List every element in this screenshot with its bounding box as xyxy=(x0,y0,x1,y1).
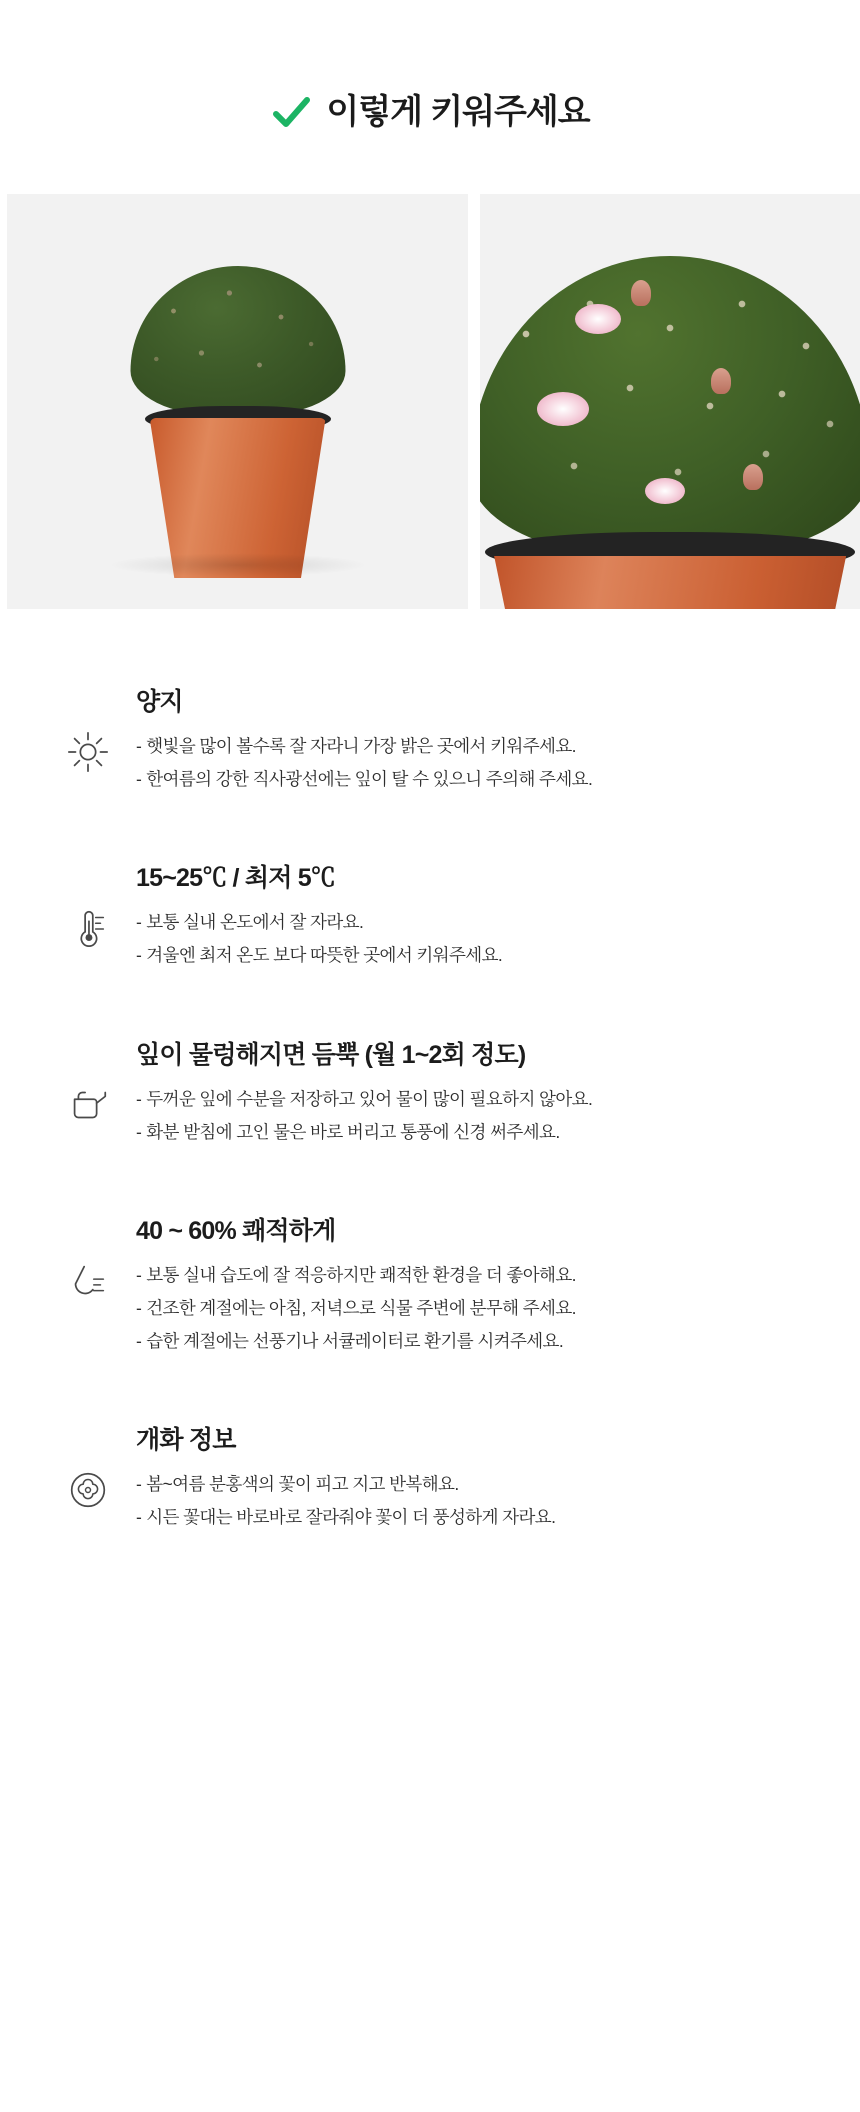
flower-bud xyxy=(711,368,731,394)
care-line-text: 두꺼운 잎에 수분을 저장하고 있어 물이 많이 필요하지 않아요. xyxy=(146,1088,593,1109)
care-line xyxy=(136,1328,820,1355)
terracotta-pot-closeup xyxy=(494,556,846,609)
pot-shadow xyxy=(108,553,368,577)
care-line xyxy=(136,733,820,760)
care-line-text: 보통 실내 온도에서 잘 자라요. xyxy=(146,912,364,933)
dash: - xyxy=(136,769,142,790)
care-item-watering xyxy=(0,1040,860,1152)
care-item-temperature xyxy=(0,863,860,975)
page-header xyxy=(0,0,860,134)
flower-icon xyxy=(537,392,589,426)
dash: - xyxy=(136,1507,142,1528)
care-line-text: 햇빛을 많이 볼수록 잘 자라니 가장 밝은 곳에서 키워주세요. xyxy=(146,736,576,756)
care-line xyxy=(136,1119,820,1146)
page-title: 이렇게 키워주세요 xyxy=(326,93,590,132)
care-instruction-list xyxy=(0,687,860,1627)
care-icon-wrap xyxy=(40,1216,136,1304)
plant-closeup-illustration xyxy=(480,256,860,609)
flower-icon xyxy=(65,1467,111,1513)
care-line-list xyxy=(136,909,820,969)
dash: - xyxy=(136,1264,142,1285)
care-line-text: 봄~여름 분홍색의 꽃이 피고 지고 반복해요. xyxy=(146,1474,459,1495)
care-text xyxy=(136,687,820,799)
dash: - xyxy=(136,1474,142,1495)
flower-bud xyxy=(631,280,651,306)
plant-photo-closeup xyxy=(480,194,860,609)
care-title: 양지 xyxy=(136,688,183,716)
care-title: 40 ~ 60% 쾌적하게 xyxy=(136,1216,336,1245)
care-item-blooming xyxy=(0,1425,860,1537)
care-line-text: 한여름의 강한 직사광선에는 잎이 탈 수 있으니 주의해 주세요. xyxy=(146,769,593,790)
care-text xyxy=(136,863,820,975)
dash: - xyxy=(136,1121,142,1142)
care-icon-wrap xyxy=(40,863,136,951)
care-line-text: 겨울엔 최저 온도 보다 따뜻한 곳에서 키워주세요. xyxy=(146,945,503,966)
care-text xyxy=(136,1425,820,1537)
dash: - xyxy=(136,1088,142,1109)
care-line-list xyxy=(136,1471,820,1531)
care-line xyxy=(136,1086,820,1113)
care-line-text: 보통 실내 습도에 잘 적응하지만 쾌적한 환경을 더 좋아해요. xyxy=(146,1264,576,1285)
care-line xyxy=(136,1295,820,1322)
care-text xyxy=(136,1216,820,1361)
flower-icon xyxy=(645,478,685,504)
care-line-text: 건조한 계절에는 아침, 저녁으로 식물 주변에 분무해 주세요. xyxy=(146,1297,576,1318)
care-line-text: 습한 계절에는 선풍기나 서큘레이터로 환기를 시켜주세요. xyxy=(146,1331,564,1351)
watering-can-icon xyxy=(65,1082,111,1128)
care-line-list xyxy=(136,1262,820,1355)
care-line-text: 화분 받침에 고인 물은 바로 버리고 통풍에 신경 써주세요. xyxy=(146,1121,560,1142)
humidity-drop-icon xyxy=(65,1258,111,1304)
care-title: 개화 정보 xyxy=(136,1426,236,1455)
plant-illustration xyxy=(113,266,363,586)
dash: - xyxy=(136,945,142,966)
care-title: 잎이 물렁해지면 듬뿍 (월 1~2회 정도) xyxy=(136,1040,526,1069)
check-icon xyxy=(270,92,312,134)
sun-icon xyxy=(65,729,111,775)
flower-bud xyxy=(743,464,763,490)
cactus-body xyxy=(130,266,345,416)
care-text xyxy=(136,1040,820,1152)
care-item-humidity xyxy=(0,1216,860,1361)
care-icon-wrap xyxy=(40,1040,136,1128)
dash: - xyxy=(136,912,142,933)
thermometer-icon xyxy=(65,905,111,951)
care-icon-wrap xyxy=(40,1425,136,1513)
care-line-list xyxy=(136,733,820,793)
care-line xyxy=(136,1471,820,1498)
dash: - xyxy=(136,1331,142,1351)
care-icon-wrap xyxy=(40,687,136,775)
plant-photo-full xyxy=(7,194,468,609)
dash: - xyxy=(136,736,142,756)
care-line xyxy=(136,1504,820,1531)
care-title: 15~25℃ / 최저 5℃ xyxy=(136,864,336,893)
care-line-text: 시든 꽃대는 바로바로 잘라줘야 꽃이 더 풍성하게 자라요. xyxy=(146,1507,556,1528)
dash: - xyxy=(136,1297,142,1318)
care-line xyxy=(136,942,820,969)
care-line xyxy=(136,909,820,936)
flower-icon xyxy=(575,304,621,334)
care-item-sunlight xyxy=(0,687,860,799)
care-line xyxy=(136,1262,820,1289)
care-line xyxy=(136,766,820,793)
care-line-list xyxy=(136,1086,820,1146)
photo-gallery xyxy=(0,194,860,609)
